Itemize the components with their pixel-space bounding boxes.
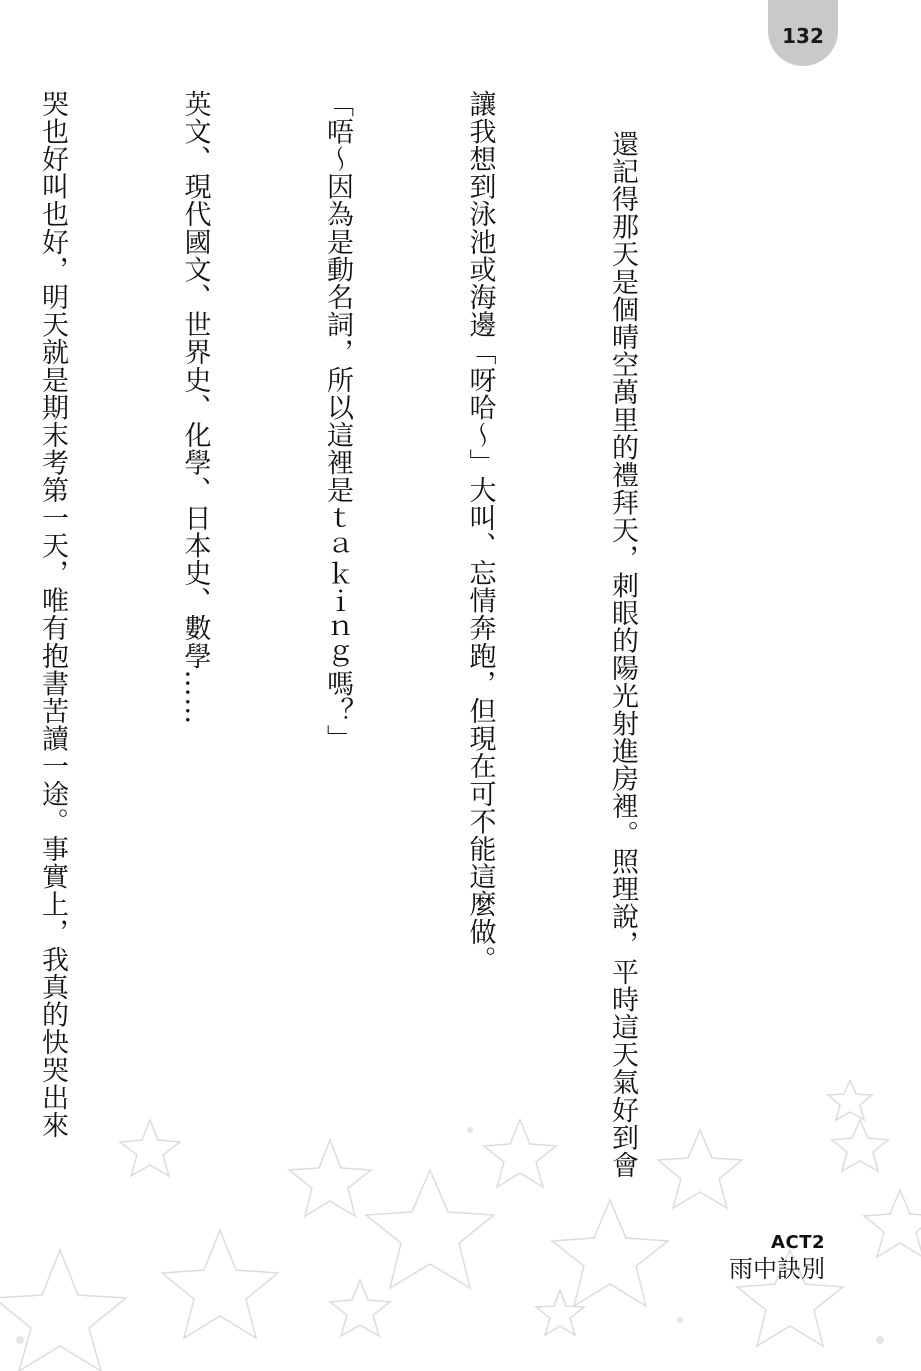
chapter-title: 雨中訣別 [729,1255,825,1283]
text-line: 哭也好叫也好，明天就是期末考第一天，唯有抱書苦讀一途。事實上，我真的快哭出來 [37,90,68,1139]
chapter-label [729,1232,825,1284]
dot-icon [876,1336,884,1344]
star-icon [832,1120,888,1171]
novel-text-body [0,90,741,1220]
page-number: 132 [782,24,824,48]
star-icon [536,1290,584,1335]
dot-icon [16,1336,24,1344]
text-line: 讓我想到泳池或海邊「呀哈～」大叫、忘情奔跑，但現在可不能這麼做。 [464,90,496,974]
chapter-act: ACT2 [771,1232,825,1253]
star-icon [828,1080,872,1120]
star-icon [0,1250,126,1371]
text-line: 還記得那天是個晴空萬里的禮拜天，刺眼的陽光射進房裡。照理說，平時這天氣好到會 [607,130,638,1179]
star-icon [162,1230,278,1338]
text-line: 英文、現代國文、世界史、化學、日本史、數學…… [179,90,211,725]
star-icon [864,1190,921,1257]
text-line: 「唔～因為是動名詞，所以這裡是ｔａｋｉｎｇ嗎？」 [322,90,353,753]
star-icon [330,1280,390,1336]
dot-icon [677,1317,683,1323]
page-number-badge [768,0,838,66]
